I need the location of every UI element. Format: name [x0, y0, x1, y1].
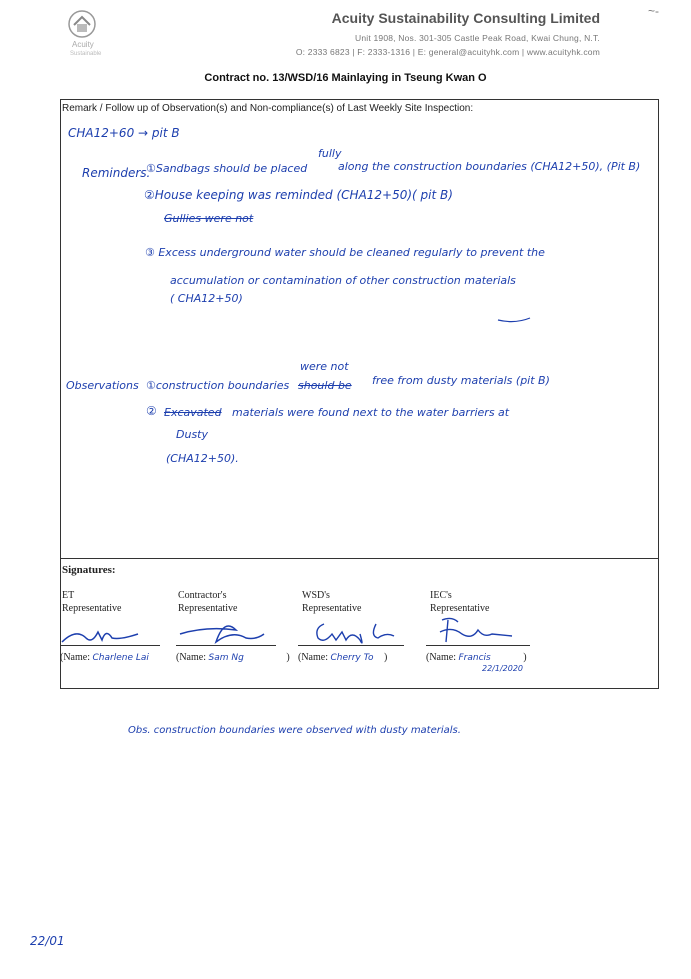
- remark-label: Remark / Follow up of Observation(s) and Non-compliance(s) of Last Weekly Site Inspection:: [62, 103, 474, 114]
- obs2-text: materials were found next to the water barriers at: [232, 406, 510, 419]
- reminder3-line1: ③ Excess underground water should be cleaned regularly to prevent the: [145, 246, 545, 259]
- signature-divider: [60, 558, 659, 559]
- footer-note: Obs. construction boundaries were observed with dusty materials.: [128, 725, 461, 736]
- contractor-name: (Name: Sam Ng ): [176, 652, 290, 663]
- reminder3-line2: accumulation or contamination of other construction materials: [170, 274, 516, 287]
- iec-role: IEC's Representative: [430, 590, 490, 614]
- reminder3-line3: ( CHA12+50): [170, 292, 243, 305]
- contractor-signature: [176, 612, 276, 648]
- location-note: CHA12+60 → pit B: [68, 126, 180, 140]
- reminder2: ②House keeping was reminded (CHA12+50)( pit B): [144, 188, 453, 202]
- wsd-name: (Name: Cherry To ): [298, 652, 388, 663]
- iec-date: 22/1/2020: [482, 664, 524, 673]
- obs1-prefix: ①construction boundaries: [146, 379, 290, 392]
- reminder1-prefix: ①Sandbags should be placed: [146, 162, 308, 175]
- obs1-suffix: free from dusty materials (pit B): [372, 374, 550, 387]
- obs1-insert: were not: [300, 360, 349, 373]
- address-line-2: O: 2333 6823 | F: 2333-1316 | E: general@acuityhk.com | www.acuityhk.com: [295, 47, 600, 57]
- et-sign-line: [60, 645, 160, 646]
- reminder2-struck: Gullies were not: [164, 212, 254, 225]
- page-date: 22/01: [30, 934, 65, 948]
- signatures-title: Signatures:: [62, 564, 116, 576]
- logo-text: Acuity: [72, 40, 94, 49]
- wsd-signature: [310, 614, 410, 648]
- wsd-role: WSD's Representative: [302, 590, 362, 614]
- address-line-1: Unit 1908, Nos. 301-305 Castle Peak Road, Kwai Chung, N.T.: [354, 33, 600, 43]
- et-role: ET Representative: [62, 590, 122, 614]
- contractor-role: Contractor's Representative: [178, 590, 238, 614]
- contractor-sign-line: [176, 645, 276, 646]
- obs2-line2: Dusty: [176, 428, 208, 441]
- reminder1-insert: fully: [318, 147, 342, 160]
- iec-signature: [432, 612, 532, 648]
- obs2-number: ②: [146, 404, 157, 418]
- reminder1-suffix: along the construction boundaries (CHA12+50), (Pit B): [338, 160, 641, 173]
- obs1-struck: should be: [298, 379, 352, 392]
- contract-title: Contract no. 13/WSD/16 Mainlaying in Tseung Kwan O: [204, 72, 487, 84]
- company-name: Acuity Sustainability Consulting Limited: [331, 10, 600, 26]
- et-name: (Name: Charlene Lai: [60, 652, 149, 663]
- wsd-sign-line: [298, 645, 404, 646]
- obs2-struck: Excavated: [164, 406, 222, 419]
- iec-sign-line: [426, 645, 530, 646]
- logo-subtext: Sustainable: [70, 51, 102, 57]
- reminders-label: Reminders.: [82, 166, 151, 180]
- iec-name: (Name: Francis ): [426, 652, 527, 663]
- corner-mark: ~-: [648, 4, 660, 18]
- et-signature: [58, 618, 158, 648]
- observations-label: Observations: [66, 379, 139, 392]
- obs2-line3: (CHA12+50).: [166, 452, 239, 465]
